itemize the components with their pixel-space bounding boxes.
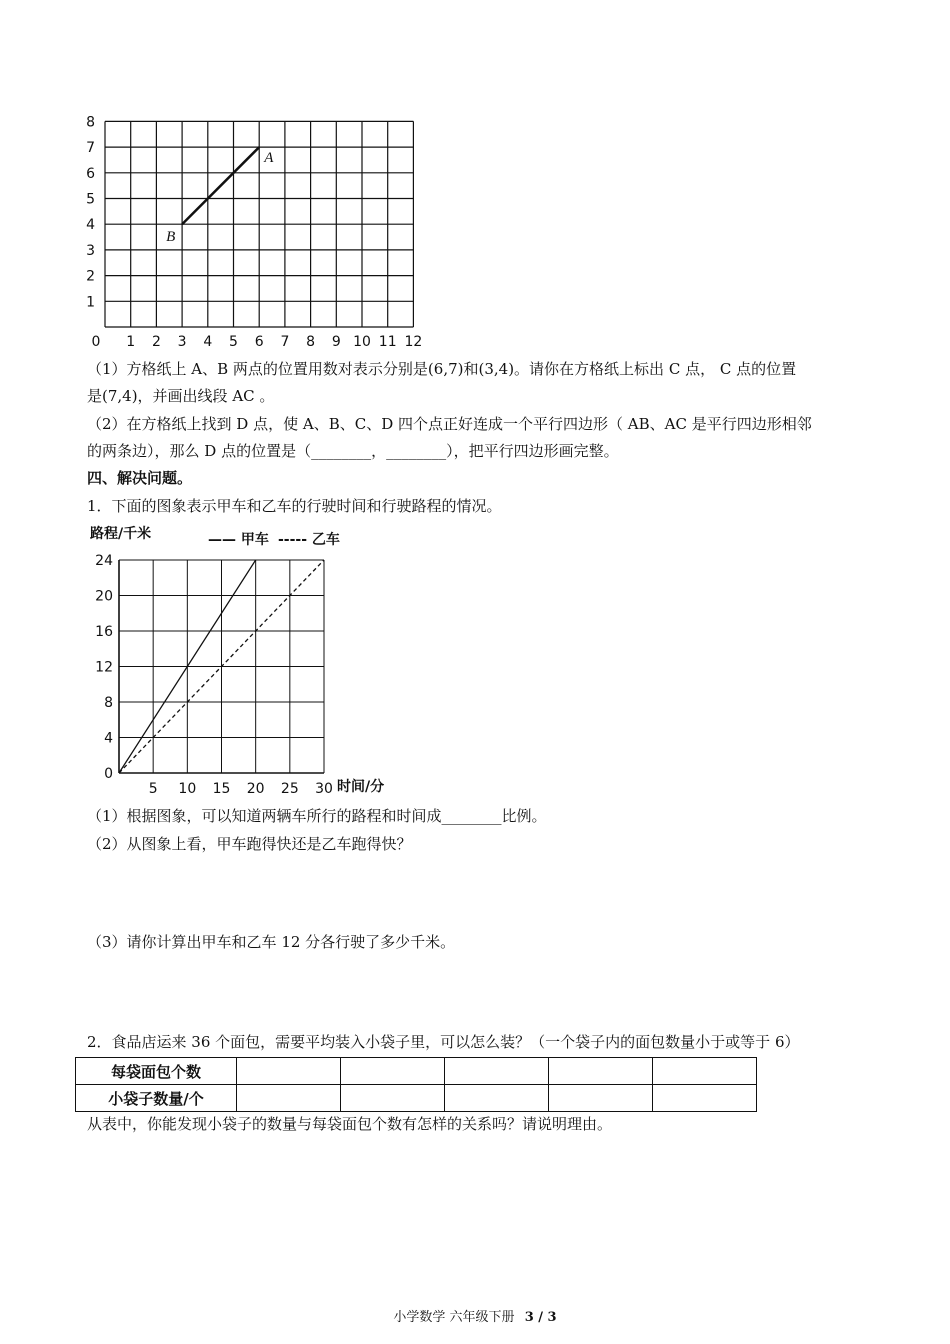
x-tick-label: 3 [177, 334, 187, 350]
chart-ylabel: 路程/千米 [90, 526, 152, 542]
x-tick-label: 9 [331, 334, 341, 350]
x-tick-label: 5 [229, 334, 238, 350]
p1-q3: （3）请你计算出甲车和乙车 12 分各行驶了多少千米。 [87, 933, 456, 951]
y-tick-label: 2 [86, 268, 95, 285]
table-row [76, 1058, 757, 1085]
y-tick-label: 3 [86, 242, 95, 259]
y-tick-label: 1 [86, 294, 95, 311]
p1-q1: （1）根据图象，可以知道两辆车所行的路程和时间成________比例。 [87, 807, 547, 825]
q1-text-line1: （1）方格纸上 A、B 两点的位置用数对表示分别是(6,7)和(3,4)。请你在方格纸上标出 C 点， C 点的位置 [87, 360, 797, 378]
y-tick-label: 4 [86, 217, 95, 234]
bread-bag-table [75, 1057, 757, 1112]
q2-text-line1: （2）在方格纸上找到 D 点，使 A、B、C、D 四个点正好连成一个平行四边形（ AB、AC 是平行四边形相邻 [87, 415, 812, 433]
y-tick-label: 8 [86, 114, 95, 131]
table-cell[interactable] [341, 1085, 445, 1112]
table-row [76, 1085, 757, 1112]
x-tick-label: 2 [151, 334, 161, 350]
chart-y-tick-label: 8 [104, 695, 113, 711]
table-cell[interactable] [237, 1058, 341, 1085]
problem1-intro: 1．下面的图象表示甲车和乙车的行驶时间和行驶路程的情况。 [87, 497, 502, 515]
chart-x-tick-label: 30 [315, 781, 333, 797]
q1-text-line2: 是(7,4)，并画出线段 AC 。 [87, 387, 275, 405]
q2-text-line2: 的两条边），那么 D 点的位置是（________，________），把平行四边形画完整。 [87, 442, 619, 460]
chart-x-tick-label: 5 [148, 781, 158, 797]
section-heading: 四、解决问题。 [87, 469, 193, 487]
chart-y-tick-label: 24 [95, 553, 113, 569]
chart-xlabel: 时间/分 [337, 779, 385, 795]
table-cell[interactable] [549, 1085, 653, 1112]
x-tick-label: 11 [378, 334, 397, 350]
page-footer [0, 1306, 950, 1325]
chart-y-tick-label: 16 [95, 624, 113, 640]
x-tick-label: 1 [126, 334, 136, 350]
table-row-header: 每袋面包个数 [76, 1058, 237, 1085]
chart-y-tick-label: 20 [95, 588, 113, 605]
table-cell[interactable] [237, 1085, 341, 1112]
point-a-label: A [264, 150, 274, 167]
legend-series-b: ----- 乙车 [278, 532, 340, 548]
table-cell[interactable] [445, 1085, 549, 1112]
chart-y-tick-label: 12 [95, 659, 113, 676]
table-cell[interactable] [341, 1058, 445, 1085]
chart-x-tick-label: 10 [178, 781, 197, 797]
chart-x-tick-label: 25 [280, 781, 299, 797]
x-tick-label: 0 [91, 334, 101, 350]
x-tick-label: 8 [306, 334, 316, 350]
p1-q2: （2）从图象上看，甲车跑得快还是乙车跑得快？ [87, 835, 412, 853]
chart-y-tick-label: 4 [104, 730, 113, 747]
page-number: 3 / 3 [524, 1310, 557, 1325]
x-tick-label: 4 [203, 334, 213, 350]
footer-text: 小学数学 六年级下册 [393, 1310, 515, 1325]
p2-intro: 2．食品店运来 36 个面包，需要平均装入小袋子里，可以怎么装？（一个袋子内的面包数量小于或等于 6） [87, 1033, 800, 1051]
y-tick-label: 6 [86, 165, 95, 182]
table-cell[interactable] [549, 1058, 653, 1085]
table-cell[interactable] [653, 1058, 757, 1085]
table-cell[interactable] [445, 1058, 549, 1085]
chart-y-tick-label: 0 [104, 766, 113, 782]
table-row-header: 小袋子数量/个 [76, 1085, 237, 1112]
table-cell[interactable] [653, 1085, 757, 1112]
x-tick-label: 7 [280, 334, 290, 350]
y-tick-label: 7 [86, 140, 95, 157]
chart-x-ticks [149, 781, 333, 797]
p2-question: 从表中，你能发现小袋子的数量与每袋面包个数有怎样的关系吗？请说明理由。 [87, 1115, 613, 1133]
point-b-label: B [166, 229, 176, 246]
chart-x-tick-label: 15 [212, 781, 231, 797]
x-tick-label: 6 [254, 334, 264, 350]
x-tick-label: 12 [404, 334, 423, 350]
chart-x-tick-label: 20 [246, 781, 265, 797]
chart-y-ticks [95, 553, 113, 782]
legend-series-a: —— 甲车 [208, 532, 269, 548]
x-tick-label: 10 [353, 334, 371, 350]
y-tick-label: 5 [86, 191, 95, 208]
